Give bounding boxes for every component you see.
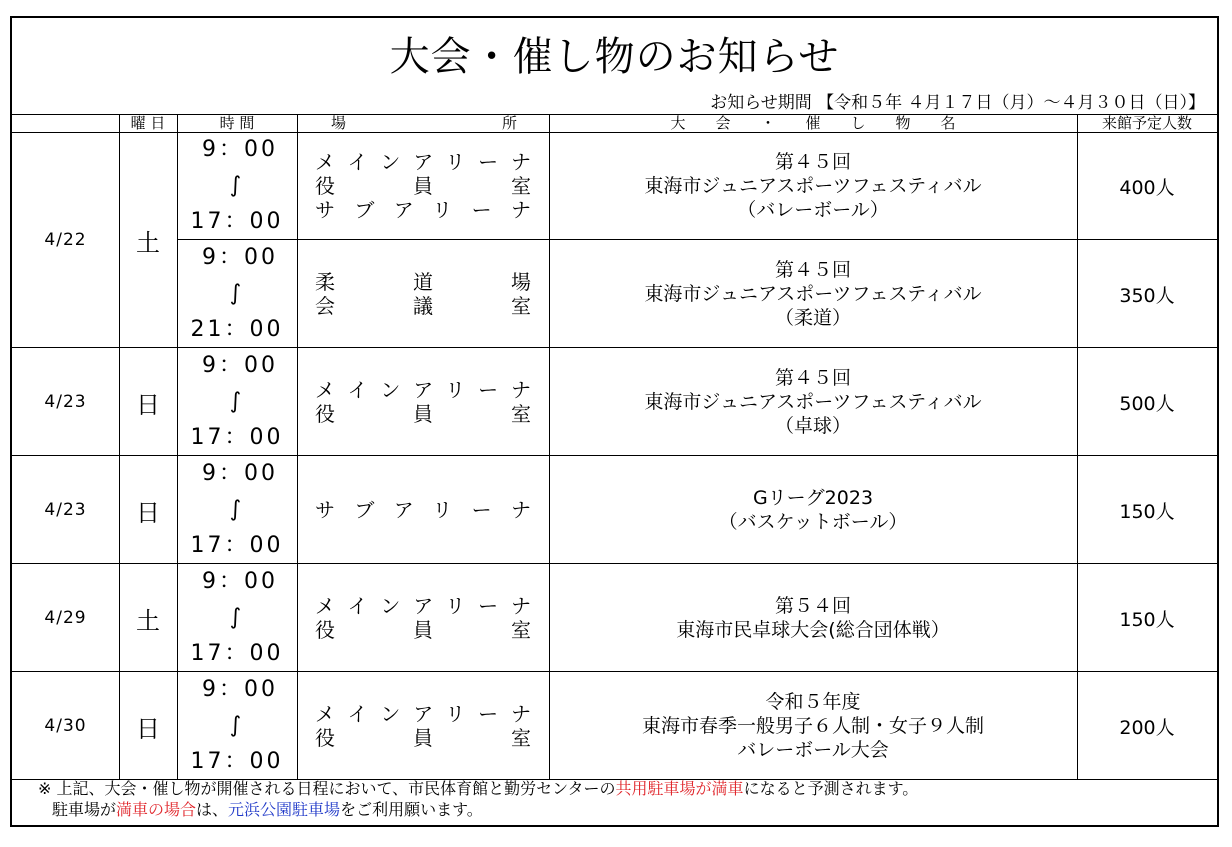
count-cell: 500人 bbox=[1119, 392, 1175, 415]
place-cell bbox=[297, 240, 549, 348]
time-separator: ∫ bbox=[229, 713, 245, 738]
row-divider bbox=[12, 347, 1217, 348]
notice-period: お知らせ期間 【令和５年 ４月１７日（月）～４月３０日（日）】 bbox=[710, 93, 1205, 113]
column-divider bbox=[1077, 114, 1078, 780]
time-separator: ∫ bbox=[229, 605, 245, 630]
weekday-cell: 土 bbox=[136, 606, 160, 635]
column-divider bbox=[177, 114, 178, 780]
weekday-cell: 日 bbox=[136, 390, 160, 419]
event-line: Gリーグ2023 bbox=[752, 487, 874, 509]
time-cell bbox=[177, 564, 297, 672]
place-name: メインアリーナ bbox=[315, 702, 531, 726]
count-cell: 400人 bbox=[1119, 176, 1175, 199]
row-divider bbox=[12, 563, 1217, 564]
page-title: 大会・催し物のお知らせ bbox=[389, 34, 840, 80]
place-name: 役員室 bbox=[315, 402, 531, 426]
event-line: 東海市ジュニアスポーツフェスティバル bbox=[644, 175, 982, 197]
note-line-1 bbox=[38, 778, 918, 799]
place-name: 役員室 bbox=[315, 618, 531, 642]
time-cell bbox=[177, 240, 297, 348]
event-cell bbox=[549, 240, 1077, 348]
event-cell bbox=[549, 564, 1077, 672]
parking-note bbox=[38, 778, 918, 820]
column-divider bbox=[549, 114, 550, 780]
place-name: サブアリーナ bbox=[315, 198, 531, 222]
time-separator: ∫ bbox=[229, 497, 245, 522]
header-time: 時 間 bbox=[177, 114, 297, 132]
header-place bbox=[297, 114, 549, 132]
time-start: 9：00 bbox=[202, 461, 278, 486]
event-cell bbox=[549, 456, 1077, 564]
place-name: メインアリーナ bbox=[315, 378, 531, 402]
note-text: 駐車場が bbox=[52, 800, 117, 819]
note-highlight-blue: 元浜公園駐車場 bbox=[228, 800, 341, 819]
place-cell bbox=[297, 564, 549, 672]
place-name: 柔道場 bbox=[315, 270, 531, 294]
note-text: ※ 上記、大会・催し物が開催される日程において、市民体育館と勤労センターの bbox=[38, 779, 616, 798]
time-start: 9：00 bbox=[202, 137, 278, 162]
place-cell bbox=[297, 672, 549, 780]
count-cell: 150人 bbox=[1119, 608, 1175, 631]
time-cell bbox=[177, 348, 297, 456]
event-line: 令和５年度 bbox=[765, 691, 861, 713]
weekday-cell: 土 bbox=[136, 228, 160, 257]
header-event: 大 会 ・ 催 し 物 名 bbox=[549, 114, 1077, 132]
note-text: は、 bbox=[196, 800, 229, 819]
count-cell: 150人 bbox=[1119, 500, 1175, 523]
event-line: 第４５回 bbox=[774, 259, 851, 281]
event-cell bbox=[549, 348, 1077, 456]
place-cell bbox=[297, 348, 549, 456]
event-cell bbox=[549, 672, 1077, 780]
date-cell: 4/23 bbox=[44, 500, 87, 520]
note-highlight-red: 満車の場合 bbox=[116, 800, 197, 819]
time-end: 21：00 bbox=[190, 317, 284, 342]
time-start: 9：00 bbox=[202, 677, 278, 702]
place-name: 役員室 bbox=[315, 726, 531, 750]
time-cell bbox=[177, 132, 297, 240]
note-text: をご利用願います。 bbox=[340, 800, 483, 819]
time-start: 9：00 bbox=[202, 245, 278, 270]
place-cell bbox=[297, 456, 549, 564]
event-line: バレーボール大会 bbox=[737, 739, 889, 761]
event-line: 東海市春季一般男子６人制・女子９人制 bbox=[641, 715, 984, 737]
date-cell: 4/22 bbox=[44, 230, 87, 250]
place-name: メインアリーナ bbox=[315, 150, 531, 174]
header-place-right: 所 bbox=[501, 114, 517, 132]
time-end: 17：00 bbox=[190, 425, 284, 450]
event-line: （バレーボール） bbox=[737, 199, 889, 221]
header-count: 来館予定人数 bbox=[1077, 114, 1217, 132]
event-line: 東海市ジュニアスポーツフェスティバル bbox=[644, 391, 982, 413]
date-cell: 4/23 bbox=[44, 392, 87, 412]
header-place-left: 場 bbox=[331, 114, 347, 132]
time-end: 17：00 bbox=[190, 533, 284, 558]
event-line: （卓球） bbox=[774, 415, 851, 437]
weekday-cell: 日 bbox=[136, 498, 160, 527]
weekday-cell: 日 bbox=[136, 714, 160, 743]
place-name: サブアリーナ bbox=[315, 498, 531, 522]
place-cell bbox=[297, 132, 549, 240]
row-divider bbox=[12, 455, 1217, 456]
time-cell bbox=[177, 672, 297, 780]
time-start: 9：00 bbox=[202, 353, 278, 378]
time-end: 17：00 bbox=[190, 641, 284, 666]
event-line: 東海市ジュニアスポーツフェスティバル bbox=[644, 283, 982, 305]
event-cell bbox=[549, 132, 1077, 240]
event-line: 第４５回 bbox=[774, 151, 851, 173]
place-name: 役員室 bbox=[315, 174, 531, 198]
count-cell: 350人 bbox=[1119, 284, 1175, 307]
time-start: 9：00 bbox=[202, 569, 278, 594]
event-line: 第５４回 bbox=[774, 595, 851, 617]
column-divider bbox=[119, 114, 120, 780]
notice-frame bbox=[10, 16, 1219, 827]
note-text: になると予測されます。 bbox=[743, 779, 919, 798]
note-line-2 bbox=[38, 799, 918, 820]
time-separator: ∫ bbox=[229, 281, 245, 306]
event-line: 東海市民卓球大会(総合団体戦） bbox=[676, 619, 950, 641]
event-line: （柔道） bbox=[774, 307, 851, 329]
time-end: 17：00 bbox=[190, 749, 284, 774]
time-separator: ∫ bbox=[229, 173, 245, 198]
date-cell: 4/29 bbox=[44, 608, 87, 628]
place-name: メインアリーナ bbox=[315, 594, 531, 618]
row-divider bbox=[177, 239, 1217, 240]
header-weekday: 曜 日 bbox=[119, 114, 177, 132]
column-divider bbox=[297, 114, 298, 780]
time-cell bbox=[177, 456, 297, 564]
event-line: （バスケットボール） bbox=[718, 511, 908, 533]
date-cell: 4/30 bbox=[44, 716, 87, 736]
time-separator: ∫ bbox=[229, 389, 245, 414]
row-divider bbox=[12, 671, 1217, 672]
note-highlight-red: 共用駐車場が満車 bbox=[615, 779, 744, 798]
event-line: 第４５回 bbox=[774, 367, 851, 389]
time-end: 17：00 bbox=[190, 209, 284, 234]
place-name: 会議室 bbox=[315, 294, 531, 318]
count-cell: 200人 bbox=[1119, 716, 1175, 739]
